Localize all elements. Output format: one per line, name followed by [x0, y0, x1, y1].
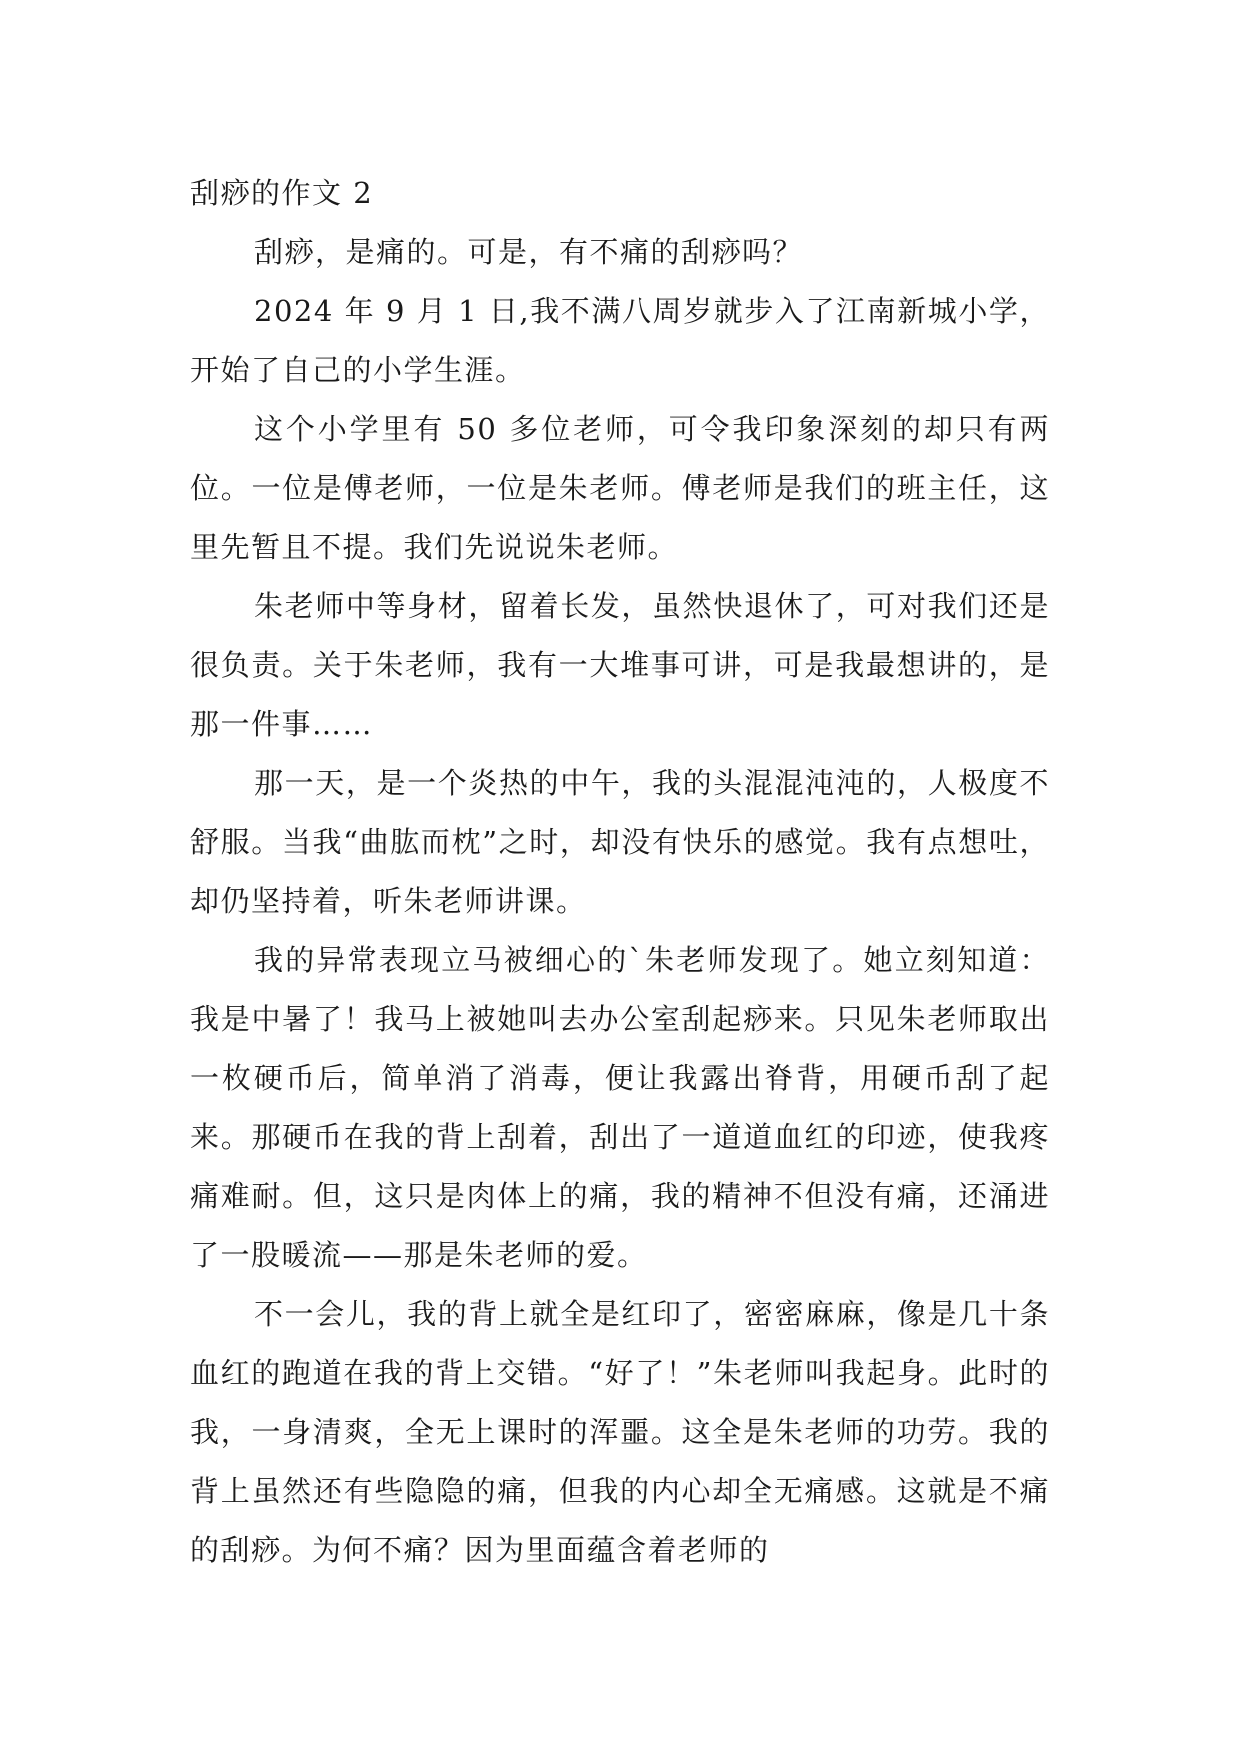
paragraph-5: 那一天，是一个炎热的中午，我的头混混沌沌的，人极度不舒服。当我“曲肱而枕”之时，却没有快乐的感觉。我有点想吐，却仍坚持着，听朱老师讲课。 [190, 766, 1050, 918]
document-title: 刮痧的作文 2 [190, 176, 374, 210]
paragraph-3: 这个小学里有 50 多位老师，可令我印象深刻的却只有两位。一位是傅老师，一位是朱老师。傅老师是我们的班主任，这里先暂且不提。我们先说说朱老师。 [190, 412, 1050, 564]
document-body [190, 164, 1050, 1580]
paragraph-6: 我的异常表现立马被细心的`朱老师发现了。她立刻知道：我是中暑了！我马上被她叫去办公室刮起痧来。只见朱老师取出一枚硬币后，简单消了消毒，便让我露出脊背，用硬币刮了起来。那硬币在我的背上刮着，刮出了一道道血红的印迹，使我疼痛难耐。但，这只是肉体上的痛，我的精神不但没有痛，还涌进了一股暖流——那是朱老师的爱。 [190, 943, 1050, 1272]
paragraph-4: 朱老师中等身材，留着长发，虽然快退休了，可对我们还是很负责。关于朱老师，我有一大堆事可讲，可是我最想讲的，是那一件事…… [190, 589, 1050, 741]
paragraph-7: 不一会儿，我的背上就全是红印了，密密麻麻，像是几十条血红的跑道在我的背上交错。“好了！”朱老师叫我起身。此时的我，一身清爽，全无上课时的浑噩。这全是朱老师的功劳。我的背上虽然还有些隐隐的痛，但我的内心却全无痛感。这就是不痛的刮痧。为何不痛？因为里面蕴含着老师的 [190, 1297, 1050, 1567]
paragraph-1: 刮痧，是痛的。可是，有不痛的刮痧吗？ [254, 235, 804, 269]
paragraph-2: 2024 年 9 月 1 日,我不满八周岁就步入了江南新城小学，开始了自己的小学生涯。 [190, 294, 1050, 387]
